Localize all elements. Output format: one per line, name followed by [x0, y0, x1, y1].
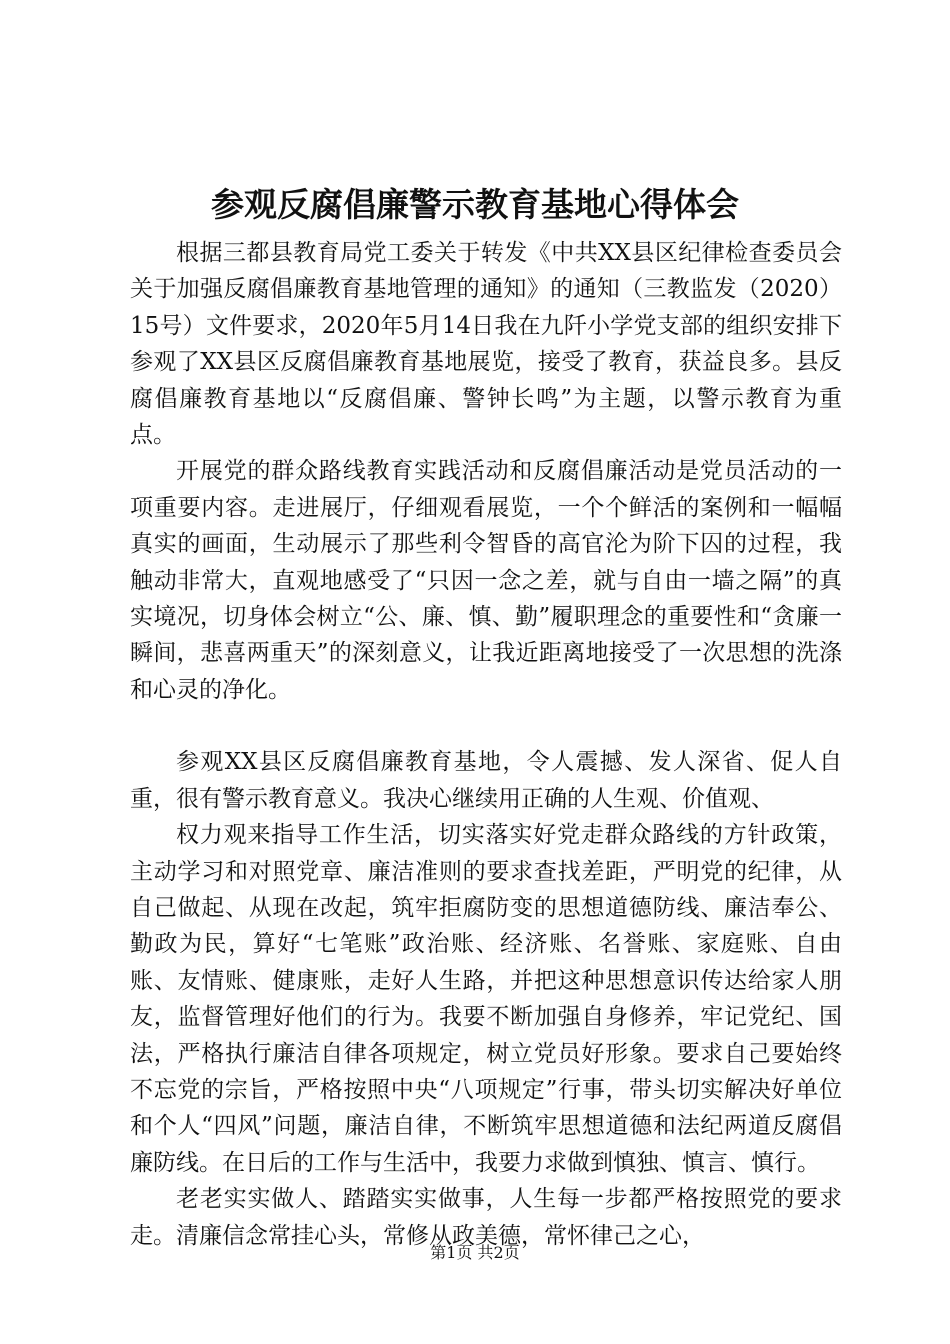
paragraph-conduct: 老老实实做人、踏踏实实做事，人生每一步都严格按照党的要求走。清廉信念常挂心头，常修从政美德，常怀律己之心， [130, 1186, 842, 1249]
paragraph-resolution: 参观XX县区反腐倡廉教育基地，令人震撼、发人深省、促人自重，很有警示教育意义。我决心继续用正确的人生观、价值观、 [130, 749, 842, 812]
paragraph-intro: 根据三都县教育局党工委关于转发《中共XX县区纪律检查委员会关于加强反腐倡廉教育基地管理的通知》的通知（三教监发（2020）15号）文件要求，2020年5月14日我在九阡小学党支部的组织安排下参观了XX县区反腐倡廉教育基地展览，接受了教育，获益良多。县反腐倡廉教育基地以“反腐倡廉、警钟长鸣”为主题，以警示教育为重点。 [130, 240, 842, 449]
paragraph-visit-impressions: 开展党的群众路线教育实践活动和反腐倡廉活动是党员活动的一项重要内容。走进展厅，仔细观看展览，一个个鲜活的案例和一幅幅真实的画面，生动展示了那些利令智昏的高官沦为阶下囚的过程，我触动非常大，直观地感受了“只因一念之差，就与自由一墙之隔”的真实境况，切身体会树立“公、廉、慎、勤”履职理念的重要性和“贪廉一瞬间，悲喜两重天”的深刻意义，让我近距离地接受了一次思想的洗涤和心灵的净化。 [130, 458, 842, 703]
page-footer: 第1页 共2页 [430, 1243, 520, 1262]
paragraph-spacer [130, 708, 842, 744]
document-title: 参观反腐倡廉警示教育基地心得体会 [211, 185, 739, 224]
document-body [130, 235, 842, 1254]
paragraph-commitments: 权力观来指导工作生活，切实落实好党走群众路线的方针政策，主动学习和对照党章、廉洁准则的要求查找差距，严明党的纪律，从自己做起、从现在改起，筑牢拒腐防变的思想道德防线、廉洁奉公、勤政为民，算好“七笔账”政治账、经济账、名誉账、家庭账、自由账、友情账、健康账，走好人生路，并把这种思想意识传达给家人朋友，监督管理好他们的行为。我要不断加强自身修养，牢记党纪、国法，严格执行廉洁自律各项规定，树立党员好形象。要求自己要始终不忘党的宗旨，严格按照中央“八项规定”行事，带头切实解决好单位和个人“四风”问题，廉洁自律，不断筑牢思想道德和法纪两道反腐倡廉防线。在日后的工作与生活中，我要力求做到慎独、慎言、慎行。 [130, 822, 842, 1176]
